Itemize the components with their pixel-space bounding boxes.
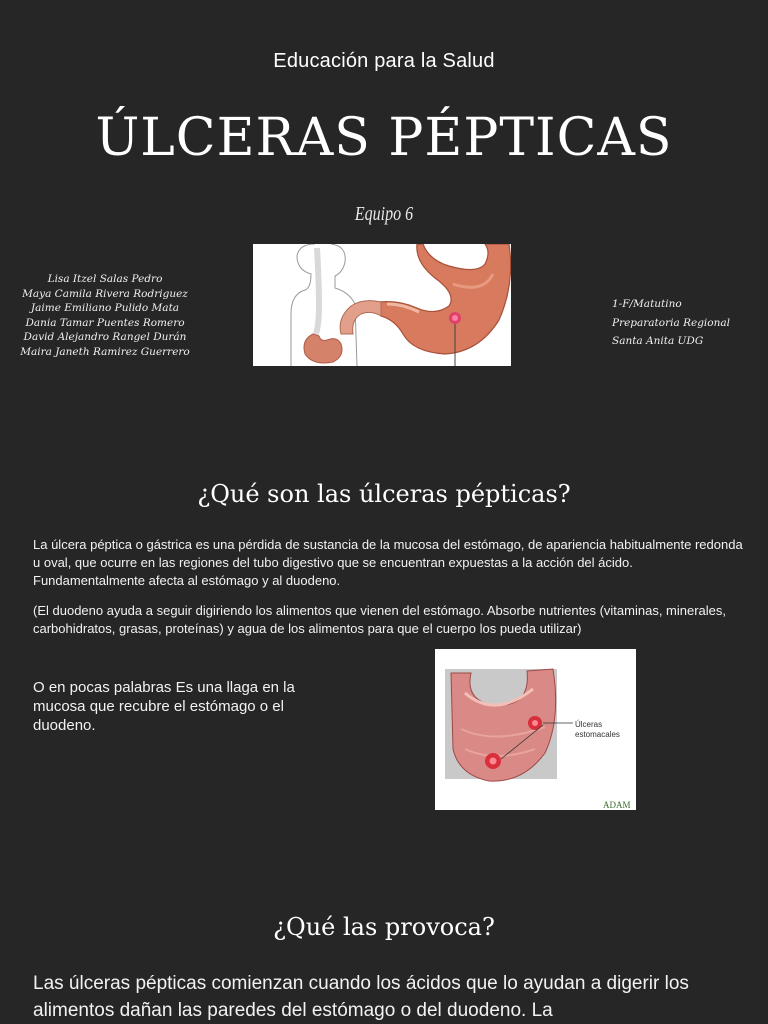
team-label: Equipo 6 <box>354 203 414 225</box>
member-name: Maira Janeth Ramirez Guerrero <box>20 345 190 358</box>
member-name: David Alejandro Rangel Durán <box>23 331 187 344</box>
figure-credit: ADAM <box>603 800 631 810</box>
section-heading-what: ¿Qué son las úlceras pépticas? <box>197 480 571 508</box>
summary-paragraph: O en pocas palabras Es una llaga en la mucosa que recubre el estómago o el duodeno. <box>33 679 295 734</box>
causes-paragraph: Las úlceras pépticas comienzan cuando los ácidos que lo ayudan a digerir los alimentos dañan las paredes del estómago o del duodeno. La <box>33 973 689 1021</box>
figure-label-2: estomacales <box>575 730 620 739</box>
duodenum-paragraph: (El duodeno ayuda a seguir digiriendo los alimentos que vienen del estómago. Absorbe nutrientes (vitaminas, minerales, carbohidratos, grasas, proteínas) y agua de los alimentos para que el cuerpo los pueda utilizar) <box>33 603 727 636</box>
school-name: Preparatoria Regional <box>612 316 730 329</box>
section-heading-causes: ¿Qué las provoca? <box>273 913 495 941</box>
school-campus: Santa Anita UDG <box>612 335 704 347</box>
definition-paragraph: La úlcera péptica o gástrica es una pérdida de sustancia de la mucosa del estómago, de apariencia habitualmente redonda u oval, que ocurre en las regiones del tubo digestivo que se encuentran expuestas a la acción del ácido. Fundamentalmente afecta al estómago y al duodeno. <box>33 537 743 588</box>
digestive-system-illustration <box>253 244 511 366</box>
school-group: 1-F/Matutino <box>612 298 682 310</box>
team-members-list <box>10 272 200 360</box>
member-name: Lisa Itzel Salas Pedro <box>47 273 163 285</box>
stomach-ulcers-illustration <box>435 649 636 810</box>
member-name: Dania Tamar Puentes Romero <box>25 316 185 329</box>
page-title: ÚLCERAS PÉPTICAS <box>95 108 673 168</box>
figure-label-1: Úlceras <box>575 720 603 729</box>
member-name: Jaime Emiliano Pulido Mata <box>30 302 180 315</box>
member-name: Maya Camila Rivera Rodriguez <box>22 287 188 300</box>
subject-title: Educación para la Salud <box>273 50 495 72</box>
school-info <box>612 295 762 351</box>
